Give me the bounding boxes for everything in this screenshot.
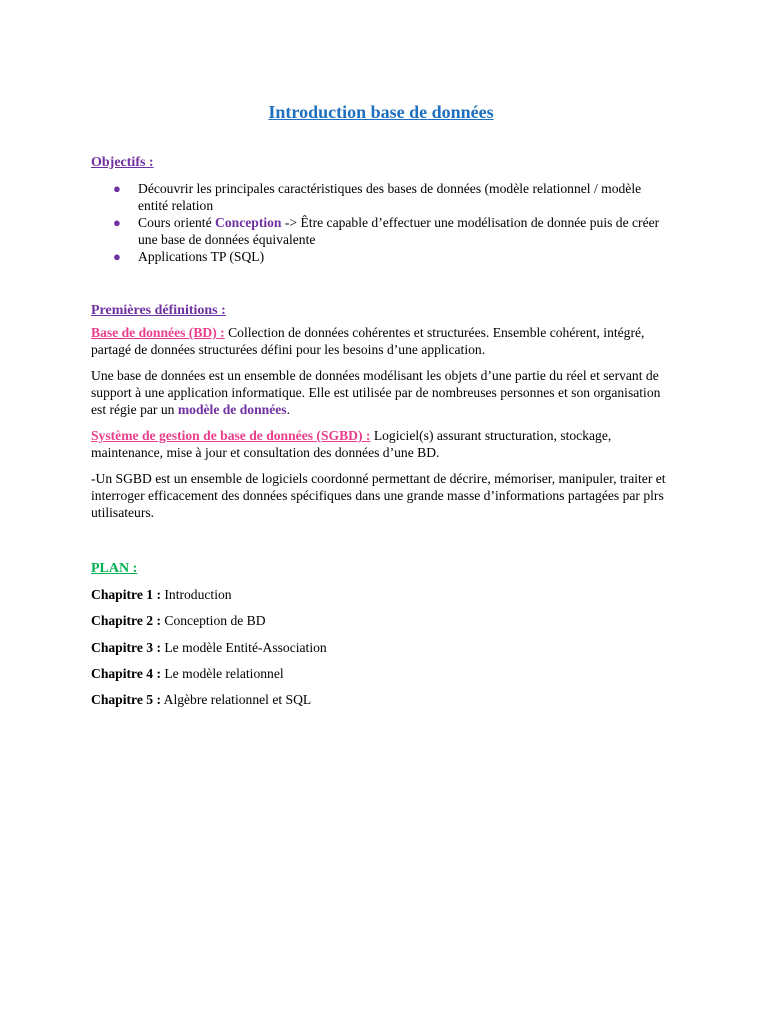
objective-text: Applications TP (SQL) [138, 249, 265, 264]
bullet-icon: ● [113, 215, 121, 230]
chapter-title: Conception de BD [160, 613, 266, 629]
chapter-list [91, 586, 671, 717]
document-page [91, 100, 671, 717]
objective-text-before: Cours orienté [138, 215, 216, 230]
chapter-title: Algèbre relationnel et SQL [160, 692, 312, 708]
bullet-icon: ● [113, 249, 121, 264]
chapter-item [91, 586, 671, 612]
objectifs-heading: Objectifs : [91, 155, 154, 170]
chapter-label: Chapitre 5 : [91, 692, 161, 708]
chapter-title: Introduction [160, 587, 232, 602]
chapter-item [91, 665, 671, 691]
sgbd-definition [91, 427, 671, 461]
bd-detail-highlight: modèle de données [177, 402, 287, 417]
chapter-item [91, 639, 671, 665]
chapter-label: Chapitre 4 : [91, 665, 161, 681]
chapter-label: Chapitre 1 : [91, 587, 161, 602]
plan-heading: PLAN : [91, 561, 138, 576]
list-item [91, 214, 671, 248]
sgbd-text: Logiciel(s) assurant structuration, stockage, maintenance, mise à jour et consultation des données d’une BD. [91, 428, 612, 460]
sgbd-term: Système de gestion de base de données (SGBD) : [91, 428, 371, 443]
objective-highlight: Conception [215, 215, 282, 230]
bd-term: Base de données (BD) : [91, 325, 225, 340]
chapter-title: Le modèle relationnel [160, 665, 284, 681]
objective-text-after: -> Être capable d’effectuer une modélisation de donnée puis de créer une base de données équivalente [138, 215, 660, 247]
bullet-icon: ● [113, 181, 121, 196]
chapter-item [91, 612, 671, 638]
chapter-label: Chapitre 2 : [91, 613, 161, 629]
bd-detail-before: Une base de données est un ensemble de données modélisant les objets d’une partie du réel et servant de support à une application informatique. Elle est utilisée par de nombreuses personnes et son organisation est régie par un [91, 368, 661, 417]
chapter-label: Chapitre 3 : [91, 639, 161, 655]
bd-text: Collection de données cohérentes et structurées. Ensemble cohérent, intégré, partagé de données structurées défini pour les besoins d’une application. [91, 325, 645, 357]
document-title: Introduction base de données [268, 102, 494, 122]
chapter-item [91, 691, 671, 717]
list-item [91, 248, 671, 265]
bd-definition [91, 324, 671, 358]
objective-text: Découvrir les principales caractéristiques des bases de données (modèle relationnel / modèle entité relation [138, 181, 642, 213]
bd-detail [91, 367, 671, 418]
sgbd-detail: -Un SGBD est un ensemble de logiciels coordonné permettant de décrire, mémoriser, manipuler, traiter et interroger efficacement des données spécifiques dans une grande masse d’informations partagées par plrs utilisateurs. [91, 471, 666, 520]
objectives-list [91, 180, 671, 265]
bd-detail-after: . [286, 402, 290, 417]
list-item [91, 180, 671, 214]
definitions-heading: Premières définitions : [91, 303, 226, 318]
chapter-title: Le modèle Entité-Association [160, 639, 327, 655]
